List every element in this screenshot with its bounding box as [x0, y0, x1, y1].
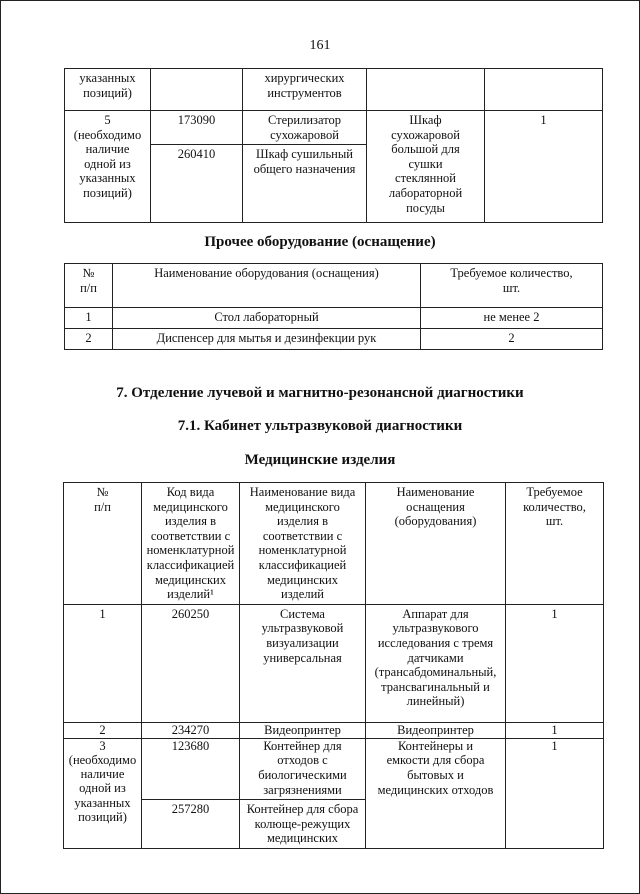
code-cell: 257280: [142, 800, 240, 849]
table-row: [65, 264, 603, 308]
row-num-cell: 2: [64, 722, 142, 738]
qty-cell: [485, 69, 603, 111]
header-name: Наименование вида медицинского изделия в соответствии с номенклатурной классификацией медицинских изделий: [240, 483, 366, 605]
name-cell: Система ультразвуковой визуализации универсальная: [240, 604, 366, 722]
qty-cell: 2: [421, 329, 603, 350]
row-num-cell: 1: [65, 308, 113, 329]
row-num-cell: 3 (необходимо наличие одной из указанных позиций): [64, 738, 142, 848]
equip-cell: Шкаф сухожаровой большой для сушки стеклянной лабораторной посуды: [367, 111, 485, 223]
row-num-cell: 1: [64, 604, 142, 722]
name-cell: Диспенсер для мытья и дезинфекции рук: [113, 329, 421, 350]
qty-cell: 1: [506, 604, 604, 722]
qty-cell: 1: [506, 722, 604, 738]
name-cell: хирургических инструментов: [243, 69, 367, 111]
code-cell: [151, 69, 243, 111]
section-heading: 7. Отделение лучевой и магнитно-резонансной диагностики: [116, 385, 524, 401]
other-equipment-table: [64, 263, 603, 350]
header-qty: Требуемое количество, шт.: [421, 264, 603, 308]
table-row: [64, 738, 604, 799]
row-num-cell: указанных позиций): [65, 69, 151, 111]
code-cell: 260250: [142, 604, 240, 722]
table-row: [64, 722, 604, 738]
equip-cell: Контейнеры и емкости для сбора бытовых и медицинских отходов: [366, 738, 506, 848]
qty-cell: не менее 2: [421, 308, 603, 329]
table-row: [64, 604, 604, 722]
table-row: [64, 483, 604, 605]
row-num-cell: 5 (необходимо наличие одной из указанных позиций): [65, 111, 151, 223]
header-num: № п/п: [65, 264, 113, 308]
header-equip: Наименование оснащения (оборудования): [366, 483, 506, 605]
page-number: 161: [309, 38, 331, 53]
name-cell: Стол лабораторный: [113, 308, 421, 329]
header-code: Код вида медицинского изделия в соответствии с номенклатурной классификацией медицинских изделий¹: [142, 483, 240, 605]
name-cell: Стерилизатор сухожаровой: [243, 111, 367, 145]
header-qty: Требуемое количество, шт.: [506, 483, 604, 605]
table-row: [65, 111, 603, 145]
equip-cell: Видеопринтер: [366, 722, 506, 738]
name-cell: Контейнер для сбора колюще-режущих медицинских: [240, 800, 366, 849]
table-row: [65, 308, 603, 329]
table-row: [65, 329, 603, 350]
qty-cell: 1: [485, 111, 603, 223]
name-cell: Контейнер для отходов с биологическими загрязнениями: [240, 738, 366, 799]
code-cell: 123680: [142, 738, 240, 799]
row-num-cell: 2: [65, 329, 113, 350]
equip-cell: [367, 69, 485, 111]
name-cell: Шкаф сушильный общего назначения: [243, 145, 367, 223]
code-cell: 260410: [151, 145, 243, 223]
name-cell: Видеопринтер: [240, 722, 366, 738]
medical-products-heading: Медицинские изделия: [244, 452, 396, 468]
equip-cell: Аппарат для ультразвукового исследования с тремя датчиками (трансабдоминальный, трансвагинальный и линейный): [366, 604, 506, 722]
header-num: № п/п: [64, 483, 142, 605]
header-name: Наименование оборудования (оснащения): [113, 264, 421, 308]
other-equipment-heading: Прочее оборудование (оснащение): [204, 234, 436, 250]
code-cell: 234270: [142, 722, 240, 738]
code-cell: 173090: [151, 111, 243, 145]
continuation-table: [64, 68, 603, 223]
subsection-heading: 7.1. Кабинет ультразвуковой диагностики: [177, 418, 463, 434]
qty-cell: 1: [506, 738, 604, 848]
table-row: [65, 69, 603, 111]
medical-products-table: [63, 482, 604, 849]
